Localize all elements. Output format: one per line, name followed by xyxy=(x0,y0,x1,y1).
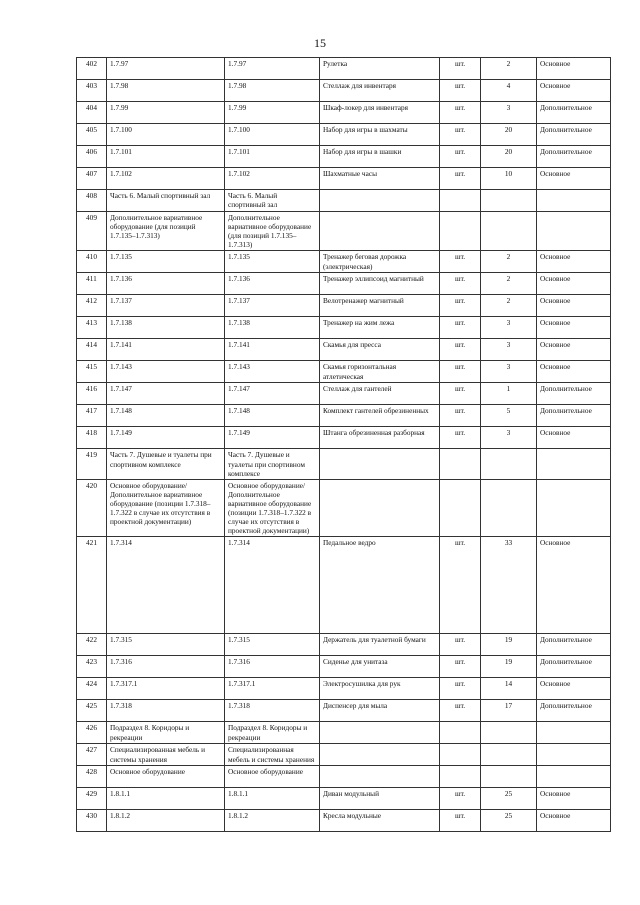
row-number-cell: 425 xyxy=(77,700,107,722)
code-cell-alt: 1.8.1.1 xyxy=(225,788,320,810)
unit-cell: шт. xyxy=(440,273,481,295)
unit-cell: шт. xyxy=(440,427,481,449)
table-row xyxy=(77,766,611,788)
code-cell: 1.7.99 xyxy=(107,102,225,124)
type-cell xyxy=(537,190,611,212)
row-number-cell: 422 xyxy=(77,634,107,656)
row-number-cell: 416 xyxy=(77,383,107,405)
row-number-cell: 411 xyxy=(77,273,107,295)
quantity-cell: 1 xyxy=(481,383,537,405)
row-number-cell: 408 xyxy=(77,190,107,212)
table-row xyxy=(77,722,611,744)
type-cell xyxy=(537,722,611,744)
name-cell: Тренажер беговая дорожка (электрическая) xyxy=(320,251,440,273)
name-cell: Шахматные часы xyxy=(320,168,440,190)
unit-cell: шт. xyxy=(440,361,481,383)
code-cell: Специализированная мебель и системы хранения xyxy=(107,744,225,766)
table-row xyxy=(77,449,611,479)
name-cell: Стеллаж для гантелей xyxy=(320,383,440,405)
unit-cell: шт. xyxy=(440,383,481,405)
code-cell: 1.7.135 xyxy=(107,251,225,273)
table-row xyxy=(77,361,611,383)
code-cell-alt: 1.7.149 xyxy=(225,427,320,449)
code-cell-alt: 1.7.100 xyxy=(225,124,320,146)
quantity-cell xyxy=(481,766,537,788)
type-cell: Основное xyxy=(537,251,611,273)
table-row xyxy=(77,405,611,427)
code-cell-alt: 1.7.317.1 xyxy=(225,678,320,700)
type-cell xyxy=(537,212,611,251)
table-row xyxy=(77,124,611,146)
quantity-cell: 3 xyxy=(481,102,537,124)
quantity-cell: 20 xyxy=(481,146,537,168)
quantity-cell: 3 xyxy=(481,361,537,383)
row-number-cell: 423 xyxy=(77,656,107,678)
row-number-cell: 404 xyxy=(77,102,107,124)
code-cell: 1.7.100 xyxy=(107,124,225,146)
table-row xyxy=(77,146,611,168)
code-cell-alt: Специализированная мебель и системы хранения xyxy=(225,744,320,766)
type-cell xyxy=(537,449,611,479)
unit-cell xyxy=(440,766,481,788)
code-cell-alt: Подраздел 8. Коридоры и рекреации xyxy=(225,722,320,744)
code-cell: 1.8.1.1 xyxy=(107,788,225,810)
unit-cell: шт. xyxy=(440,678,481,700)
table-row xyxy=(77,678,611,700)
code-cell: 1.7.137 xyxy=(107,295,225,317)
code-cell: Дополнительное вариативное оборудование (для позиций 1.7.135–1.7.313) xyxy=(107,212,225,251)
table-row xyxy=(77,317,611,339)
type-cell: Дополнительное xyxy=(537,124,611,146)
name-cell: Скамья для пресса xyxy=(320,339,440,361)
unit-cell: шт. xyxy=(440,656,481,678)
type-cell: Основное xyxy=(537,339,611,361)
name-cell: Кресла модульные xyxy=(320,810,440,832)
equipment-table xyxy=(76,57,611,832)
row-number-cell: 405 xyxy=(77,124,107,146)
quantity-cell: 33 xyxy=(481,537,537,634)
code-cell-alt: 1.7.147 xyxy=(225,383,320,405)
row-number-cell: 412 xyxy=(77,295,107,317)
type-cell: Дополнительное xyxy=(537,405,611,427)
unit-cell: шт. xyxy=(440,405,481,427)
name-cell: Тренажер на жим лежа xyxy=(320,317,440,339)
type-cell: Основное xyxy=(537,810,611,832)
row-number-cell: 406 xyxy=(77,146,107,168)
row-number-cell: 414 xyxy=(77,339,107,361)
quantity-cell xyxy=(481,212,537,251)
code-cell-alt: 1.7.101 xyxy=(225,146,320,168)
code-cell: 1.7.147 xyxy=(107,383,225,405)
name-cell xyxy=(320,449,440,479)
code-cell: Часть 7. Душевые и туалеты при спортивном комплексе xyxy=(107,449,225,479)
table-row xyxy=(77,383,611,405)
row-number-cell: 421 xyxy=(77,537,107,634)
type-cell: Основное xyxy=(537,58,611,80)
table-row xyxy=(77,102,611,124)
row-number-cell: 419 xyxy=(77,449,107,479)
code-cell: Часть 6. Малый спортивный зал xyxy=(107,190,225,212)
table-row xyxy=(77,656,611,678)
name-cell: Держатель для туалетной бумаги xyxy=(320,634,440,656)
table-row xyxy=(77,80,611,102)
table-row xyxy=(77,634,611,656)
name-cell: Скамья горизонтальная атлетическая xyxy=(320,361,440,383)
code-cell-alt: 1.7.316 xyxy=(225,656,320,678)
unit-cell: шт. xyxy=(440,788,481,810)
code-cell-alt: 1.7.137 xyxy=(225,295,320,317)
type-cell: Основное xyxy=(537,427,611,449)
quantity-cell xyxy=(481,722,537,744)
code-cell-alt: Основное оборудование/Дополнительное вариативное оборудование (позиции 1.7.318–1.7.322 в случае их отсутствия в проектной документации) xyxy=(225,479,320,537)
quantity-cell xyxy=(481,449,537,479)
table-row xyxy=(77,537,611,634)
table-row xyxy=(77,273,611,295)
table-row xyxy=(77,190,611,212)
code-cell: 1.7.317.1 xyxy=(107,678,225,700)
name-cell: Тренажер эллипсоид магнитный xyxy=(320,273,440,295)
code-cell-alt: 1.7.318 xyxy=(225,700,320,722)
unit-cell: шт. xyxy=(440,339,481,361)
row-number-cell: 426 xyxy=(77,722,107,744)
code-cell: 1.7.141 xyxy=(107,339,225,361)
quantity-cell: 14 xyxy=(481,678,537,700)
type-cell: Дополнительное xyxy=(537,102,611,124)
type-cell: Основное xyxy=(537,678,611,700)
code-cell: 1.7.149 xyxy=(107,427,225,449)
unit-cell: шт. xyxy=(440,80,481,102)
row-number-cell: 417 xyxy=(77,405,107,427)
code-cell-alt: 1.7.141 xyxy=(225,339,320,361)
quantity-cell xyxy=(481,744,537,766)
table-row xyxy=(77,339,611,361)
unit-cell: шт. xyxy=(440,295,481,317)
code-cell-alt: 1.7.138 xyxy=(225,317,320,339)
unit-cell: шт. xyxy=(440,810,481,832)
name-cell xyxy=(320,479,440,537)
quantity-cell xyxy=(481,190,537,212)
row-number-cell: 410 xyxy=(77,251,107,273)
row-number-cell: 402 xyxy=(77,58,107,80)
type-cell xyxy=(537,744,611,766)
name-cell xyxy=(320,190,440,212)
quantity-cell: 2 xyxy=(481,58,537,80)
code-cell-alt: 1.7.99 xyxy=(225,102,320,124)
unit-cell: шт. xyxy=(440,58,481,80)
type-cell xyxy=(537,479,611,537)
table-row xyxy=(77,744,611,766)
code-cell-alt: 1.7.314 xyxy=(225,537,320,634)
name-cell: Диван модульный xyxy=(320,788,440,810)
row-number-cell: 413 xyxy=(77,317,107,339)
quantity-cell: 25 xyxy=(481,810,537,832)
code-cell-alt: Дополнительное вариативное оборудование (для позиций 1.7.135–1.7.313) xyxy=(225,212,320,251)
unit-cell: шт. xyxy=(440,634,481,656)
row-number-cell: 429 xyxy=(77,788,107,810)
row-number-cell: 424 xyxy=(77,678,107,700)
type-cell: Основное xyxy=(537,80,611,102)
name-cell: Рулетка xyxy=(320,58,440,80)
quantity-cell: 19 xyxy=(481,634,537,656)
unit-cell: шт. xyxy=(440,251,481,273)
code-cell: 1.7.316 xyxy=(107,656,225,678)
code-cell: 1.7.136 xyxy=(107,273,225,295)
code-cell-alt: 1.7.143 xyxy=(225,361,320,383)
table-row xyxy=(77,700,611,722)
name-cell: Комплект гантелей обрезиненных xyxy=(320,405,440,427)
quantity-cell: 20 xyxy=(481,124,537,146)
unit-cell xyxy=(440,479,481,537)
unit-cell: шт. xyxy=(440,700,481,722)
type-cell: Основное xyxy=(537,273,611,295)
quantity-cell: 3 xyxy=(481,339,537,361)
table-row xyxy=(77,168,611,190)
name-cell: Электросушилка для рук xyxy=(320,678,440,700)
code-cell-alt: Часть 6. Малый спортивный зал xyxy=(225,190,320,212)
type-cell: Основное xyxy=(537,295,611,317)
name-cell: Стеллаж для инвентаря xyxy=(320,80,440,102)
code-cell: 1.7.143 xyxy=(107,361,225,383)
type-cell: Дополнительное xyxy=(537,383,611,405)
code-cell-alt: 1.7.136 xyxy=(225,273,320,295)
unit-cell xyxy=(440,212,481,251)
code-cell-alt: 1.7.315 xyxy=(225,634,320,656)
unit-cell: шт. xyxy=(440,146,481,168)
quantity-cell: 17 xyxy=(481,700,537,722)
quantity-cell: 2 xyxy=(481,273,537,295)
quantity-cell: 3 xyxy=(481,317,537,339)
name-cell: Педальное ведро xyxy=(320,537,440,634)
unit-cell: шт. xyxy=(440,124,481,146)
code-cell: 1.7.148 xyxy=(107,405,225,427)
table-row xyxy=(77,58,611,80)
row-number-cell: 428 xyxy=(77,766,107,788)
unit-cell: шт. xyxy=(440,317,481,339)
name-cell: Набор для игры в шахматы xyxy=(320,124,440,146)
unit-cell: шт. xyxy=(440,102,481,124)
quantity-cell: 2 xyxy=(481,251,537,273)
type-cell: Основное xyxy=(537,361,611,383)
code-cell-alt: 1.7.102 xyxy=(225,168,320,190)
code-cell-alt: 1.7.148 xyxy=(225,405,320,427)
table-row xyxy=(77,810,611,832)
table-row xyxy=(77,212,611,251)
unit-cell xyxy=(440,744,481,766)
code-cell: 1.7.314 xyxy=(107,537,225,634)
code-cell-alt: 1.8.1.2 xyxy=(225,810,320,832)
code-cell: 1.7.101 xyxy=(107,146,225,168)
row-number-cell: 418 xyxy=(77,427,107,449)
code-cell: Основное оборудование xyxy=(107,766,225,788)
name-cell: Штанга обрезиненная разборная xyxy=(320,427,440,449)
name-cell xyxy=(320,722,440,744)
name-cell: Сиденье для унитаза xyxy=(320,656,440,678)
code-cell-alt: 1.7.98 xyxy=(225,80,320,102)
code-cell: 1.7.102 xyxy=(107,168,225,190)
page-number: 15 xyxy=(314,36,326,50)
code-cell: Подраздел 8. Коридоры и рекреации xyxy=(107,722,225,744)
type-cell: Дополнительное xyxy=(537,634,611,656)
row-number-cell: 415 xyxy=(77,361,107,383)
code-cell: 1.7.315 xyxy=(107,634,225,656)
type-cell: Дополнительное xyxy=(537,656,611,678)
row-number-cell: 427 xyxy=(77,744,107,766)
name-cell: Диспенсер для мыла xyxy=(320,700,440,722)
code-cell: 1.7.318 xyxy=(107,700,225,722)
unit-cell xyxy=(440,190,481,212)
code-cell-alt: 1.7.97 xyxy=(225,58,320,80)
row-number-cell: 430 xyxy=(77,810,107,832)
code-cell: 1.7.97 xyxy=(107,58,225,80)
type-cell: Дополнительное xyxy=(537,700,611,722)
name-cell xyxy=(320,212,440,251)
type-cell xyxy=(537,766,611,788)
type-cell: Основное xyxy=(537,168,611,190)
code-cell: 1.8.1.2 xyxy=(107,810,225,832)
quantity-cell: 5 xyxy=(481,405,537,427)
code-cell-alt: Основное оборудование xyxy=(225,766,320,788)
unit-cell xyxy=(440,449,481,479)
row-number-cell: 420 xyxy=(77,479,107,537)
quantity-cell xyxy=(481,479,537,537)
table-row xyxy=(77,251,611,273)
type-cell: Основное xyxy=(537,317,611,339)
quantity-cell: 19 xyxy=(481,656,537,678)
code-cell-alt: Часть 7. Душевые и туалеты при спортивном комплексе xyxy=(225,449,320,479)
row-number-cell: 409 xyxy=(77,212,107,251)
quantity-cell: 3 xyxy=(481,427,537,449)
code-cell: 1.7.138 xyxy=(107,317,225,339)
quantity-cell: 10 xyxy=(481,168,537,190)
table-row xyxy=(77,479,611,537)
code-cell: 1.7.98 xyxy=(107,80,225,102)
name-cell: Шкаф-локер для инвентаря xyxy=(320,102,440,124)
unit-cell: шт. xyxy=(440,537,481,634)
quantity-cell: 4 xyxy=(481,80,537,102)
table-row xyxy=(77,295,611,317)
type-cell: Основное xyxy=(537,537,611,634)
unit-cell: шт. xyxy=(440,168,481,190)
quantity-cell: 25 xyxy=(481,788,537,810)
table-row xyxy=(77,788,611,810)
code-cell: Основное оборудование/ Дополнительное вариативное оборудование (позиции 1.7.318–1.7.322 в случае их отсутствия в проектной документации) xyxy=(107,479,225,537)
name-cell: Набор для игры в шашки xyxy=(320,146,440,168)
type-cell: Дополнительное xyxy=(537,146,611,168)
type-cell: Основное xyxy=(537,788,611,810)
name-cell: Велотренажер магнитный xyxy=(320,295,440,317)
unit-cell xyxy=(440,722,481,744)
name-cell xyxy=(320,766,440,788)
row-number-cell: 403 xyxy=(77,80,107,102)
name-cell xyxy=(320,744,440,766)
table-row xyxy=(77,427,611,449)
code-cell-alt: 1.7.135 xyxy=(225,251,320,273)
quantity-cell: 2 xyxy=(481,295,537,317)
row-number-cell: 407 xyxy=(77,168,107,190)
